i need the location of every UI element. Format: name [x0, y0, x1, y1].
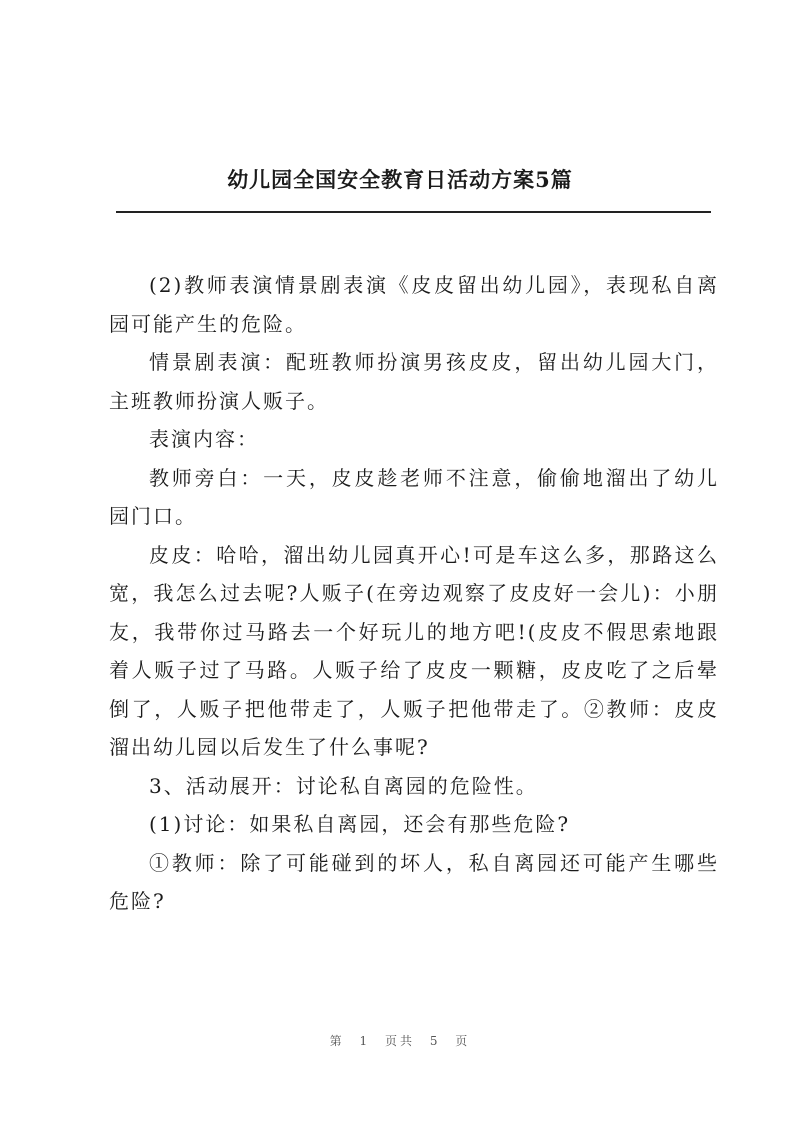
- footer-prefix: 第: [329, 1034, 345, 1048]
- page-number: 1: [359, 1034, 371, 1048]
- paragraph: 表演内容：: [149, 427, 259, 451]
- title-divider: [116, 211, 711, 213]
- paragraph: 情景剧表演：配班教师扮演男孩皮皮，留出幼儿园大门，主班教师扮演人贩子。: [109, 350, 719, 413]
- document-title: 幼儿园全国安全教育日活动方案5篇: [227, 167, 573, 192]
- page-total: 5: [429, 1034, 441, 1048]
- footer-suffix: 页: [455, 1034, 471, 1048]
- footer-middle: 页共: [384, 1034, 415, 1048]
- paragraph: 皮皮：哈哈，溜出幼儿园真开心!可是车这么多，那路这么宽，我怎么过去呢?人贩子(在旁边观察了皮皮好一会儿)：小朋友，我带你过马路去一个好玩儿的地方吧!(皮皮不假思索地跟着人贩子过了马路。人贩子给了皮皮一颗糖，皮皮吃了之后晕倒了，人贩子把他带走了，人贩子把他带走了。②教师：皮皮溜出幼儿园以后发生了什么事呢?: [109, 542, 719, 759]
- paragraph: (2)教师表演情景剧表演《皮皮留出幼儿园》，表现私自离园可能产生的危险。: [109, 273, 719, 336]
- paragraph: 3、活动展开：讨论私自离园的危险性。: [149, 773, 538, 798]
- paragraph: 教师旁白：一天，皮皮趁老师不注意，偷偷地溜出了幼儿园门口。: [109, 465, 719, 528]
- paragraph: ①教师：除了可能碰到的坏人，私自离园还可能产生哪些危险?: [109, 850, 719, 913]
- document-body: [109, 266, 719, 921]
- page-footer: [0, 1032, 800, 1049]
- paragraph: (1)讨论：如果私自离园，还会有那些危险?: [149, 812, 571, 836]
